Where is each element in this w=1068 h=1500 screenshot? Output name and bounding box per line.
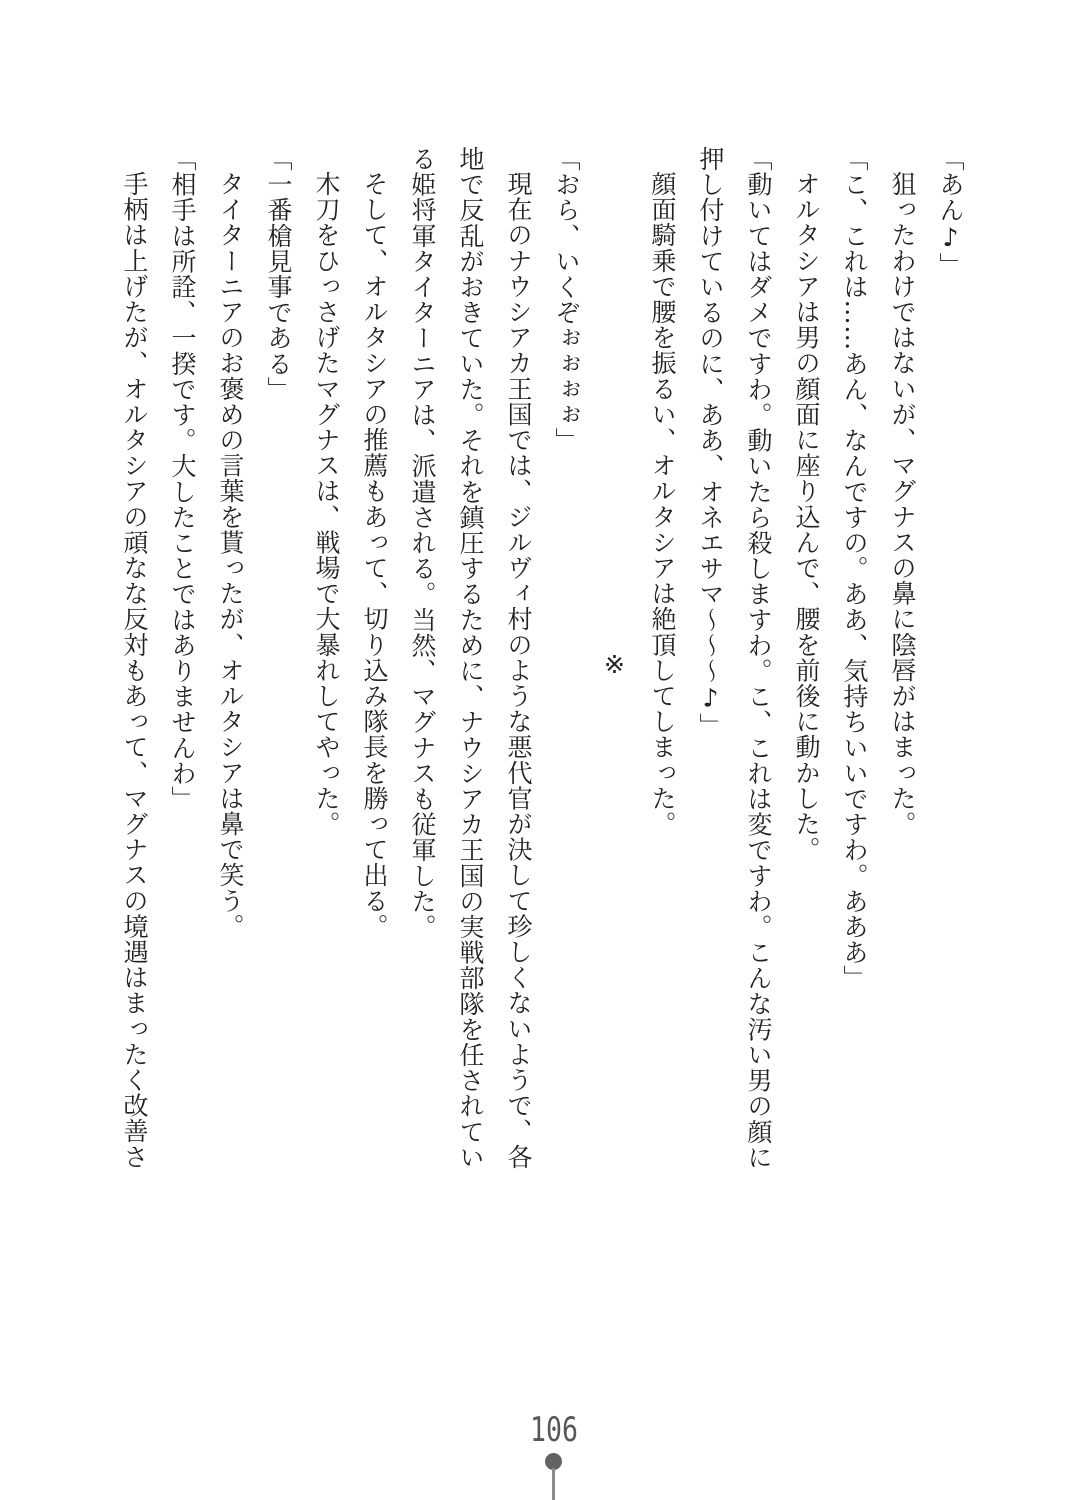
page-number-value: 106 [530, 1410, 578, 1450]
text-line: 「おら、いくぞぉぉぉぉ」 [552, 146, 581, 454]
text-line: 顔面騎乗で腰を振るい、オルタシアは絶頂してしまった。 [648, 171, 677, 837]
text-line: 「一番槍見事である」 [264, 146, 293, 402]
section-divider: ※ [600, 649, 629, 679]
footer-line-ornament [552, 1468, 555, 1500]
text-line: オルタシアは男の顔面に座り込んで、腰を前後に動かした。 [792, 171, 821, 863]
text-line: 木刀をひっさげたマグナスは、戦場で大暴れしてやった。 [312, 171, 341, 837]
text-line: 現在のナウシアカ王国では、ジルヴィ村のような悪代官が決して珍しくないようで、各 [504, 171, 533, 1170]
page-number [530, 1410, 578, 1450]
text-line: タイターニアのお褒めの言葉を貰ったが、オルタシアは鼻で笑う。 [216, 171, 245, 939]
text-line: 「相手は所詮、一揆です。大したことではありませんわ」 [168, 146, 197, 812]
text-line: 地で反乱がおきていた。それを鎮圧するために、ナウシアカ王国の実戦部隊を任されてい [456, 146, 485, 1170]
text-line: 手柄は上げたが、オルタシアの頑なな反対もあって、マグナスの境遇はまったく改善さ [120, 171, 149, 1170]
text-line: 狙ったわけではないが、マグナスの鼻に陰唇がはまった。 [888, 171, 917, 837]
text-line: そして、オルタシアの推薦もあって、切り込み隊長を勝って出る。 [360, 171, 389, 939]
text-line: る姫将軍タイターニアは、派遣される。当然、マグナスも従軍した。 [408, 146, 437, 940]
text-line: 押し付けているのに、ああ、オネエサマ～～～♪」 [696, 146, 725, 739]
text-line: 「動いてはダメですわ。動いたら殺しますわ。こ、これは変ですわ。こんな汚い男の顔に [744, 146, 773, 1170]
text-line: 「あん♪」 [936, 146, 965, 278]
page-text [110, 146, 974, 1182]
text-line: 「こ、これは……あん、なんですの。ああ、気持ちいいですわ。あああ」 [840, 146, 869, 991]
